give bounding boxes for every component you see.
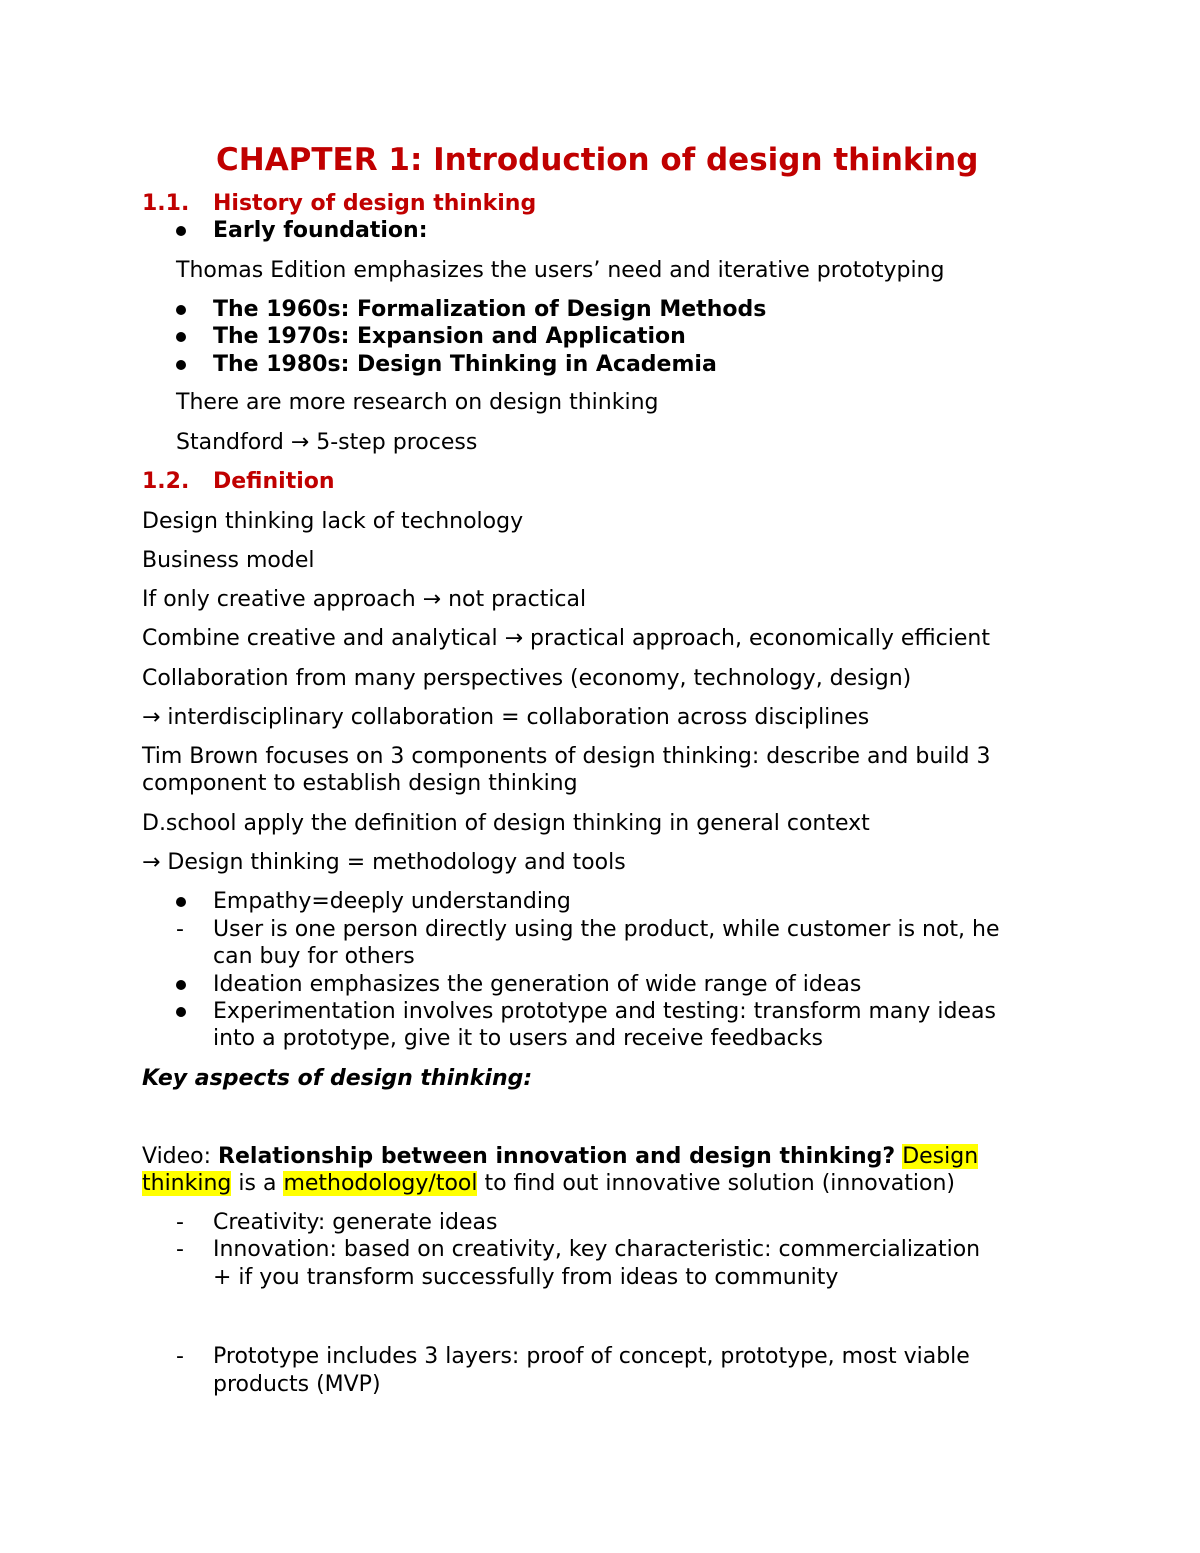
- video-label: Video:: [142, 1144, 219, 1169]
- paragraph-methodology: → Design thinking = methodology and tools: [142, 850, 626, 875]
- list-item-text: Ideation emphasizes the generation of wide range of ideas: [213, 972, 862, 997]
- dash-marker: -: [176, 1344, 184, 1369]
- paragraph-tim-brown-line1: Tim Brown focuses on 3 components of design thinking: describe and build 3: [142, 744, 991, 769]
- paragraph-dschool: D.school apply the definition of design thinking in general context: [142, 811, 870, 836]
- paragraph-line: Design thinking lack of technology: [142, 509, 524, 534]
- dash-item-user: [176, 916, 1076, 970]
- section-heading-definition: [142, 468, 742, 495]
- paragraph-edison: Thomas Edition emphasizes the users’ need and iterative prototyping: [176, 258, 945, 283]
- section-title: History of design thinking: [213, 191, 537, 216]
- paragraph-line: Business model: [142, 548, 315, 573]
- list-item-text: The 1970s: Expansion and Application: [213, 324, 686, 349]
- list-item-text: The 1960s: Formalization of Design Methods: [213, 297, 767, 322]
- video-paragraph-line1: [142, 1143, 978, 1170]
- bullet-icon: [176, 332, 186, 342]
- bullet-icon: [176, 980, 186, 990]
- list-item-text-continued: can buy for others: [213, 944, 415, 969]
- dash-item-prototype: [176, 1343, 1076, 1397]
- paragraph-standford: Standford → 5-step process: [176, 430, 478, 455]
- section-heading-history: [142, 190, 742, 217]
- highlight-design: Design: [902, 1144, 979, 1169]
- key-aspects-heading: Key aspects of design thinking:: [142, 1066, 533, 1091]
- bullet-item-early-foundation: [176, 217, 776, 244]
- bullet-icon: [176, 1007, 186, 1017]
- video-text-rest: to find out innovative solution (innovation): [477, 1171, 955, 1196]
- dash-marker: -: [176, 917, 184, 942]
- bullet-item-ideation: [176, 971, 1076, 998]
- list-item-text: User is one person directly using the product, while customer is not, he: [213, 917, 1000, 942]
- paragraph-tim-brown-line2: component to establish design thinking: [142, 771, 578, 796]
- video-question: Relationship between innovation and design thinking?: [218, 1144, 896, 1169]
- bullet-icon: [176, 226, 186, 236]
- list-item-text: Creativity: generate ideas: [213, 1210, 498, 1235]
- bullet-icon: [176, 305, 186, 315]
- paragraph-line: → interdisciplinary collaboration = collaboration across disciplines: [142, 705, 870, 730]
- paragraph-research: There are more research on design thinking: [176, 390, 659, 415]
- list-item-text-continued: + if you transform successfully from ideas to community: [213, 1265, 839, 1290]
- dash-item-innovation: [176, 1236, 1076, 1290]
- dash-item-creativity: [176, 1209, 1076, 1236]
- video-paragraph-line2: [142, 1170, 955, 1197]
- list-item-text: The 1980s: Design Thinking in Academia: [213, 352, 717, 377]
- paragraph-line: Collaboration from many perspectives (economy, technology, design): [142, 666, 912, 691]
- dash-marker: -: [176, 1237, 184, 1262]
- section-number: 1.1.: [142, 191, 190, 216]
- bullet-icon: [176, 897, 186, 907]
- list-item-text: Innovation: based on creativity, key characteristic: commercialization: [213, 1237, 981, 1262]
- highlight-thinking: thinking: [142, 1171, 232, 1196]
- dash-marker: -: [176, 1210, 184, 1235]
- bullet-item-experimentation: [176, 998, 1076, 1052]
- bullet-item-empathy: [176, 888, 1076, 915]
- list-item-text: Early foundation:: [213, 218, 428, 243]
- paragraph-line: If only creative approach → not practical: [142, 587, 587, 612]
- page-title: CHAPTER 1: Introduction of design thinking: [216, 142, 979, 178]
- bullet-item-1960s: [176, 296, 876, 323]
- paragraph-line: Combine creative and analytical → practical approach, economically efficient: [142, 626, 990, 651]
- section-title: Definition: [213, 469, 335, 494]
- bullet-item-1970s: [176, 323, 876, 350]
- list-item-text: Experimentation involves prototype and testing: transform many ideas: [213, 999, 996, 1024]
- list-item-text: Prototype includes 3 layers: proof of concept, prototype, most viable: [213, 1344, 970, 1369]
- section-number: 1.2.: [142, 469, 190, 494]
- highlight-methodology: methodology/tool: [283, 1171, 478, 1196]
- bullet-icon: [176, 360, 186, 370]
- list-item-text-continued: into a prototype, give it to users and receive feedbacks: [213, 1026, 823, 1051]
- bullet-item-1980s: [176, 351, 876, 378]
- list-item-text: Empathy=deeply understanding: [213, 889, 571, 914]
- list-item-text-continued: products (MVP): [213, 1372, 381, 1397]
- video-text-is-a: is a: [231, 1171, 284, 1196]
